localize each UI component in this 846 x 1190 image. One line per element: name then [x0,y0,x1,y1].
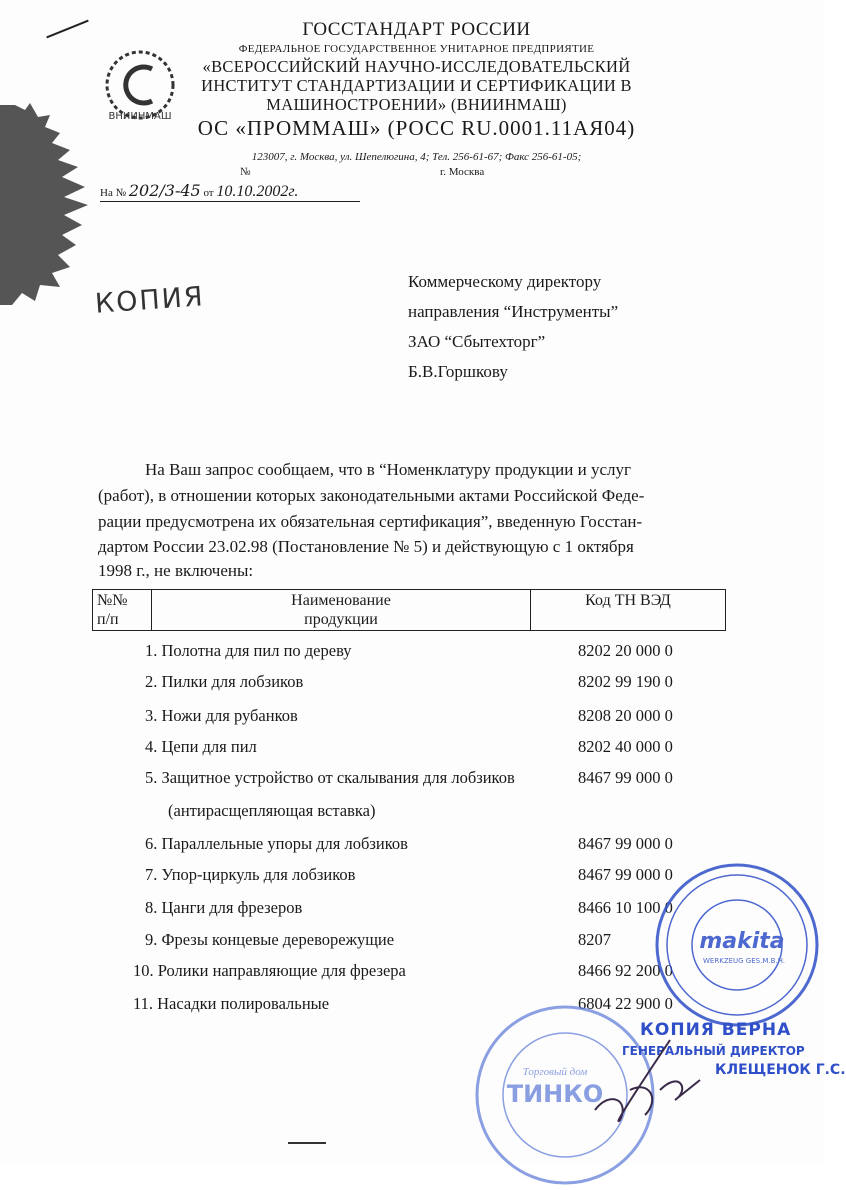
table-row-code: 6804 22 900 0 [578,994,673,1013]
table-header [92,589,726,631]
table-row-name: 9. Фрезы концевые дереворежущие [145,930,395,949]
body-line-4: дартом России 23.02.98 (Постановление № 5) и действующую с 1 октября [98,537,634,556]
table-row-code: 8202 99 190 0 [578,672,673,691]
tinko-brand: ТИНКО [506,1080,604,1108]
body-line-2: (работ), в отношении которых законодательными актами Российской Феде- [98,486,645,505]
makita-sub: WERKZEUG GES.M.B.H. [703,957,785,965]
table-row-name: 11. Насадки полировальные [133,994,330,1013]
org-type: ФЕДЕРАЛЬНОЕ ГОСУДАРСТВЕННОЕ УНИТАРНОЕ ПРЕДПРИЯТИЕ [238,43,595,55]
address: 123007, г. Москва, ул. Шепелюгина, 4; Тел. 256-61-67; Факс 256-61-05; [251,151,582,163]
addressee-line-3: ЗАО “Сбытехторг” [408,332,546,351]
certified-copy-text: КОПИЯ ВЕРНА [640,1020,792,1040]
table-row-code: 8467 99 000 0 [578,865,673,884]
header-name-1: Наименование [291,592,391,609]
table-row-code: 8466 92 200 0 [578,961,673,980]
director-title: ГЕНЕРАЛЬНЫЙ ДИРЕКТОР [622,1044,805,1058]
ref-date-label: от [203,187,214,199]
table-row-name: 7. Упор-циркуль для лобзиков [145,865,356,884]
table-row-code: 8467 99 000 0 [578,768,673,787]
header-code: Код ТН ВЭД [585,592,671,609]
table-row-code: 8202 40 000 0 [578,737,673,756]
body-line-1: На Ваш запрос сообщаем, что в “Номенклатуру продукции и услуг [145,460,631,479]
makita-brand: makita [699,929,785,954]
table-row-name: 4. Цепи для пил [145,737,257,756]
logo-text: ВНИИНМАШ [108,111,172,122]
table-row-name: 2. Пилки для лобзиков [145,672,304,691]
org-name-line-2: ИНСТИТУТ СТАНДАРТИЗАЦИИ И СЕРТИФИКАЦИИ В [201,76,632,95]
header-num-2: п/п [97,611,119,628]
header-name-2: продукции [304,611,378,628]
reference-line [100,181,360,202]
copy-stamp: КОПИЯ [94,281,206,320]
signature [590,1030,710,1130]
table-row-code: 8208 20 000 0 [578,706,673,725]
ref-date: 10.10.2002г. [216,183,299,200]
body-line-3: рации предусмотрена их обязательная сертификация”, введенную Госстан- [98,512,643,531]
addressee-line-1: Коммерческому директору [408,272,602,291]
table-row-code: 8202 20 000 0 [578,641,673,660]
ref-label: На № [100,187,127,199]
director-name: КЛЕЩЕНОК Г.С. [715,1062,846,1078]
table-row-name: 10. Ролики направляющие для фрезера [133,961,406,980]
table-row-code: 8207 [578,930,611,949]
table-row-code: 8466 10 100 0 [578,898,673,917]
table-row-name: (антирасщепляющая вставка) [168,801,376,820]
body-line-5: 1998 г., не включены: [98,561,254,580]
makita-stamp [652,860,822,1030]
table-row-name: 1. Полотна для пил по дереву [145,641,352,660]
table-row-name: 3. Ножи для рубанков [145,706,298,725]
addressee-line-4: Б.В.Горшкову [408,362,508,381]
table-row-name: 8. Цанги для фрезеров [145,898,303,917]
header-num-1: №№ [97,592,128,609]
org-name-line-1: «ВСЕРОССИЙСКИЙ НАУЧНО-ИССЛЕДОВАТЕЛЬСКИЙ [202,57,631,76]
certification-body: ОС «ПРОММАШ» (РОСС RU.0001.11АЯ04) [197,116,636,140]
table-row-code: 8467 99 000 0 [578,834,673,853]
org-name-line-3: МАШИНОСТРОЕНИИ» (ВНИИНМАШ) [266,95,567,114]
city: г. Москва [440,166,485,178]
bottom-mark [288,1142,326,1144]
addressee-line-2: направления “Инструменты” [408,302,619,321]
agency-name: ГОССТАНДАРТ РОССИИ [302,19,531,40]
ref-number: 202/3-45 [128,181,201,200]
tinko-sub: Торговый дом [522,1066,588,1078]
number-label: № [240,166,251,178]
table-row-name: 5. Защитное устройство от скалывания для лобзиков [145,768,515,787]
table-row-name: 6. Параллельные упоры для лобзиков [145,834,408,853]
